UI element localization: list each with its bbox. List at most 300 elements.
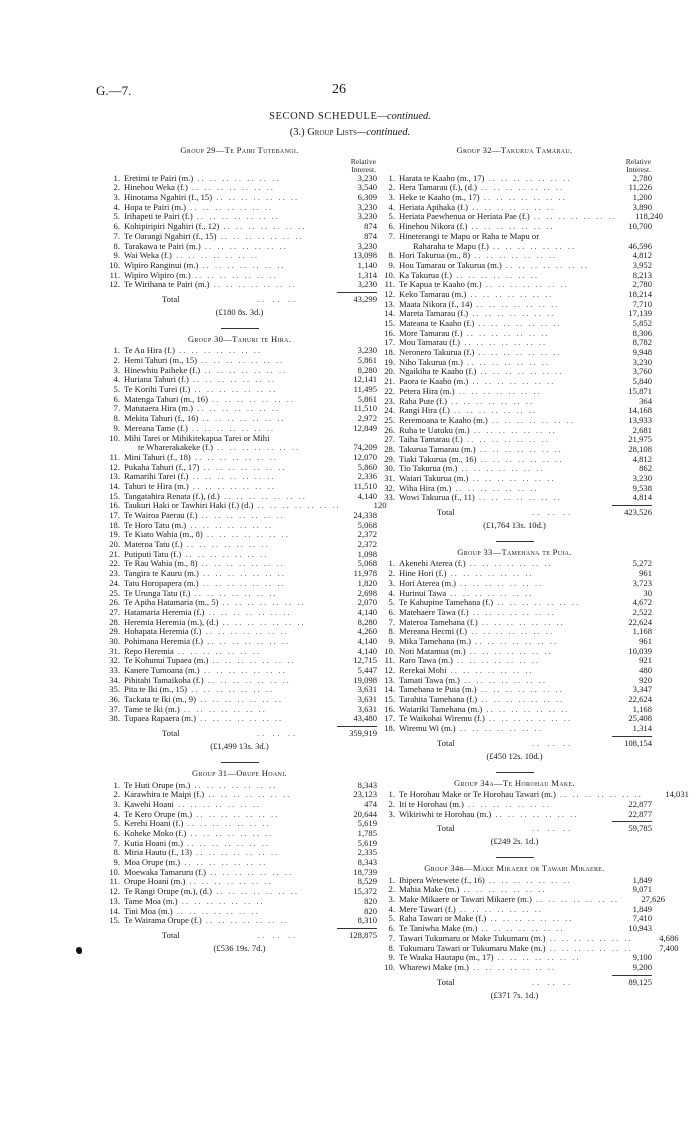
leader-dots: .. .. .. xyxy=(532,737,574,748)
name-text: Te Rau Wahia (m., 8) xyxy=(124,558,198,569)
interest-value: 23,123 xyxy=(353,789,377,800)
leader-dots: .. .. .. .. .. .. .. xyxy=(470,250,558,261)
leader-dots: .. .. .. .. .. .. .. xyxy=(219,221,307,232)
row-number: 1. xyxy=(388,789,395,800)
name-text: Make Mikaere or Tawari Mikaere (m.) xyxy=(399,894,532,905)
interest-value: 12,141 xyxy=(353,374,377,385)
interest-value: 19,098 xyxy=(353,674,377,685)
group-block xyxy=(377,863,679,1000)
interest-value: 2,780 xyxy=(632,279,652,290)
name-text: Te Waikohai Wiremu (f.) xyxy=(399,713,485,724)
row-number: 12. xyxy=(109,279,120,290)
name-text: Kanere Tumoana (m.) xyxy=(124,665,200,676)
row-number: 15. xyxy=(109,915,120,926)
row-number: 2. xyxy=(388,884,395,895)
name-text: Hopa te Pairi (m.) xyxy=(124,201,187,212)
row-number: 30. xyxy=(384,463,395,474)
row-number: 13. xyxy=(109,895,120,906)
leader-dots: .. .. .. .. .. .. .. xyxy=(468,961,557,972)
interest-value: 480 xyxy=(639,665,652,676)
interest-value: 874 xyxy=(364,221,377,232)
interest-value: 12,070 xyxy=(353,451,377,462)
row-number: 18. xyxy=(384,723,395,734)
leader-dots: .. .. .. xyxy=(257,293,299,304)
interest-value: 2,780 xyxy=(632,172,652,183)
leader-dots: .. .. .. .. .. .. .. xyxy=(197,355,285,366)
row-number: 18. xyxy=(109,519,120,530)
interest-value: 18,739 xyxy=(353,866,377,877)
row-number: 1. xyxy=(388,874,395,885)
leader-dots: .. .. .. .. .. .. .. xyxy=(180,857,268,868)
name-text: Putiputi Tatu (f.) xyxy=(124,548,182,559)
group-block xyxy=(102,769,377,954)
row-number: 12. xyxy=(109,461,120,472)
row-number: 5. xyxy=(388,913,395,924)
leader-dots: .. .. .. .. .. .. .. xyxy=(474,318,562,329)
group-title: Group 31—Orupe Hoani. xyxy=(192,767,287,778)
total-value: 43,299 xyxy=(353,293,377,304)
interest-value: 4,140 xyxy=(357,635,377,646)
table-row xyxy=(102,714,377,724)
row-number: 15. xyxy=(109,490,120,501)
leader-dots: .. .. .. .. .. .. .. xyxy=(457,463,545,474)
name-text: Heke te Kaaho (m., 17) xyxy=(399,192,480,203)
leader-dots: .. .. .. .. .. .. .. xyxy=(177,895,265,906)
total-label: Total xyxy=(437,737,455,748)
name-text: Matehaere Tawa (f.) xyxy=(399,606,469,617)
leader-dots: .. .. .. .. .. .. .. xyxy=(469,424,557,435)
name-text: Te Korihi Turei (f.) xyxy=(124,384,191,395)
total-row xyxy=(102,293,377,305)
interest-value: 2,070 xyxy=(357,597,377,608)
row-number: 9. xyxy=(113,422,120,433)
row-number: 23. xyxy=(109,568,120,579)
name-text: Tame te Iki (m.) xyxy=(124,703,180,714)
person-name xyxy=(124,280,331,290)
interest-value: 14,168 xyxy=(628,405,652,416)
name-text: Te Horohau Make or Te Horohau Tawari (m.) xyxy=(399,789,556,800)
interest-value: 474 xyxy=(364,798,377,809)
name-text: Te Oarangi Ngahiri (f., 15) xyxy=(124,230,217,241)
interest-value: 5,861 xyxy=(357,393,377,404)
pounds-amount: (£536 19s. 7d.) xyxy=(213,942,266,953)
name-text: Orupe Hoani (m.) xyxy=(124,876,186,887)
total-value: 423,526 xyxy=(624,507,652,518)
name-text: Hine Hori (f.) xyxy=(399,568,447,579)
interest-value: 5,619 xyxy=(357,818,377,829)
interest-value: 11,510 xyxy=(353,480,377,491)
name-text: Paora te Kaaho (m.) xyxy=(399,376,469,387)
total-label: Total xyxy=(162,293,180,304)
name-text: Taukuri Haki or Tawhiri Haki (f.) (d.) xyxy=(124,500,254,511)
row-number: 4. xyxy=(388,587,395,598)
interest-value: 3,723 xyxy=(632,577,652,588)
name-text: Te Au Hira (f.) xyxy=(124,345,175,356)
name-text: Irihapeti te Pairi (f.) xyxy=(124,211,193,222)
group-title: Group 30—Tahuri te Hira. xyxy=(187,333,292,344)
row-number: 2. xyxy=(388,798,395,809)
leader-dots: .. .. .. .. .. .. .. xyxy=(531,894,619,905)
name-text: Takurua Tamarau (m.) xyxy=(399,443,476,454)
interest-value: 28,108 xyxy=(628,443,652,454)
person-name xyxy=(124,714,331,724)
row-number: 8. xyxy=(113,847,120,858)
leader-dots: .. .. .. .. .. .. .. xyxy=(253,500,341,511)
interest-value: 1,314 xyxy=(632,723,652,734)
group-title: Group 33—Tamehana te Puia. xyxy=(457,546,572,557)
name-text: Te Kiato Wahia (m., 8) xyxy=(124,529,203,540)
pounds-amount: (£249 2s. 1d.) xyxy=(490,836,539,847)
name-text: Te Kero Orupe (m.) xyxy=(124,808,193,819)
interest-value: 7,400 xyxy=(659,942,679,953)
leader-dots: .. .. .. .. .. .. .. xyxy=(187,422,276,433)
interest-value: 862 xyxy=(639,463,652,474)
interest-value: 3,347 xyxy=(632,684,652,695)
leader-dots: .. .. .. .. .. .. .. xyxy=(493,952,581,963)
leader-dots: .. .. .. .. .. .. .. xyxy=(182,837,271,848)
section-divider xyxy=(221,762,259,763)
name-text: Materoa Tatu (f.) xyxy=(124,539,183,550)
row-number: 8. xyxy=(388,250,395,261)
total-row xyxy=(377,737,652,749)
row-number: 3. xyxy=(388,894,395,905)
leader-dots: .. .. .. .. .. .. .. xyxy=(181,548,269,559)
relative-interest-heading xyxy=(377,158,652,174)
leader-dots: .. .. .. .. .. .. .. xyxy=(484,874,572,885)
name-text: Tio Takurua (m.) xyxy=(399,463,458,474)
name-text: Raharaha te Mapu (f.) xyxy=(413,240,489,251)
section-divider xyxy=(496,772,534,773)
name-text: Waiari Takurua (m.) xyxy=(399,473,469,484)
name-text: Akenehi Aterea (f.) xyxy=(399,558,466,569)
name-text: Tatu Horopapera (m.) xyxy=(124,577,199,588)
name-text: Tukumaru Tawari or Tukumaru Make (m.) xyxy=(399,942,546,953)
interest-value: 961 xyxy=(639,635,652,646)
total-label: Total xyxy=(437,976,455,987)
leader-dots: .. .. .. .. .. .. .. xyxy=(193,172,281,183)
interest-value: 1,849 xyxy=(632,874,652,885)
interest-value: 1,820 xyxy=(357,577,377,588)
leader-dots: .. .. .. .. .. .. .. xyxy=(200,364,288,375)
lists-title-text: (3.) Group Lists xyxy=(289,127,357,138)
row-number: 10. xyxy=(109,432,120,443)
total-row xyxy=(377,822,652,834)
row-number: 10. xyxy=(109,259,120,270)
relative-label: Relative xyxy=(350,156,376,166)
interest-value: 13,098 xyxy=(353,250,377,261)
interest-value: 1,785 xyxy=(357,828,377,839)
leader-dots: .. .. .. .. .. .. .. xyxy=(501,259,589,270)
name-text: Te Kahupine Tamehana (f.) xyxy=(399,597,494,608)
interest-value: 874 xyxy=(364,230,377,241)
interest-value: 5,852 xyxy=(632,318,652,329)
row-number: 16. xyxy=(384,703,395,714)
row-number: 2. xyxy=(388,568,395,579)
lists-title-suffix: —continued. xyxy=(356,127,411,138)
row-number: 15. xyxy=(384,318,395,329)
name-text: Mere Tawari (f.) xyxy=(399,903,456,914)
row-number: 32. xyxy=(384,482,395,493)
interest-value: 3,890 xyxy=(632,201,652,212)
name-text: Moewaka Tamaruru (f.) xyxy=(124,866,207,877)
interest-value: 920 xyxy=(639,674,652,685)
page-number: 26 xyxy=(332,82,346,97)
leader-dots: .. .. .. .. .. .. .. xyxy=(201,915,289,926)
row-number: 24. xyxy=(109,577,120,588)
row-number: 1. xyxy=(113,345,120,356)
row-number: 9. xyxy=(388,952,395,963)
leader-dots: .. .. .. .. .. .. .. xyxy=(190,384,278,395)
name-text: Ka Takurua (f.) xyxy=(399,269,452,280)
interest-value: 9,100 xyxy=(632,952,652,963)
total-value: 108,154 xyxy=(624,737,652,748)
leader-dots: .. .. .. .. .. .. .. xyxy=(190,587,278,598)
relative-label: Relative xyxy=(625,156,651,166)
leader-dots: .. .. .. .. .. .. .. xyxy=(198,568,286,579)
interest-label: Interest. xyxy=(626,164,651,174)
name-text: Kutia Hoani (m.) xyxy=(124,837,183,848)
row-number: 18. xyxy=(384,347,395,358)
row-number: 26. xyxy=(109,597,120,608)
interest-value: 961 xyxy=(639,568,652,579)
leader-dots: .. .. .. .. .. .. .. xyxy=(451,269,540,280)
row-number: 11. xyxy=(384,655,395,666)
name-text: Pukaha Tahuri (f., 17) xyxy=(124,461,200,472)
leader-dots: .. .. .. .. .. .. .. xyxy=(198,413,286,424)
name-text: Matutaera Hira (m.) xyxy=(124,403,193,414)
leader-dots: .. .. .. .. .. .. .. xyxy=(465,558,553,569)
row-number: 37. xyxy=(109,703,120,714)
interest-value: 22,624 xyxy=(628,616,652,627)
interest-value: 3,230 xyxy=(632,473,652,484)
row-number: 10. xyxy=(109,866,120,877)
leader-dots: .. .. .. .. .. .. .. xyxy=(179,703,267,714)
name-text: Tamati Tawa (m.) xyxy=(399,674,460,685)
leader-dots: .. .. .. .. .. .. .. xyxy=(481,279,569,290)
name-text: Neronero Takurua (f.) xyxy=(399,347,475,358)
leader-dots: .. .. .. .. .. .. .. xyxy=(545,942,633,953)
leader-dots: .. .. .. xyxy=(532,823,574,834)
leader-dots: .. .. .. .. .. .. .. xyxy=(188,374,276,385)
leader-dots: .. .. .. .. .. .. .. xyxy=(208,655,296,666)
row-number: 4. xyxy=(388,201,395,212)
name-text: Te Horo Tatu (m.) xyxy=(124,519,187,530)
leader-dots: .. .. .. xyxy=(532,976,574,987)
leader-dots: .. .. .. xyxy=(532,507,574,518)
name-text: Heriata Apihaka (f.) xyxy=(399,201,468,212)
leader-dots: .. .. .. .. .. .. .. xyxy=(206,866,294,877)
row-number: 29. xyxy=(384,453,395,464)
section-divider xyxy=(496,541,534,542)
leader-dots: .. .. .. .. .. .. .. xyxy=(200,240,288,251)
person-name xyxy=(399,493,606,503)
leader-dots: .. .. .. .. .. .. .. xyxy=(482,703,570,714)
row-number: 31. xyxy=(109,645,120,656)
row-number: 4. xyxy=(113,374,120,385)
interest-value: 2,336 xyxy=(357,471,377,482)
name-text: Hatamaria Heremia (f.) xyxy=(124,606,205,617)
interest-value: 10,039 xyxy=(628,645,652,656)
name-text: Hori Takurua (m., 8) xyxy=(399,250,471,261)
row-number: 13. xyxy=(109,471,120,482)
leader-dots: .. .. .. .. .. .. .. xyxy=(213,442,301,453)
row-number: 14. xyxy=(384,308,395,319)
name-text: Rerekai Mohi xyxy=(399,665,447,676)
leader-dots: .. .. .. .. .. .. .. xyxy=(211,886,300,897)
name-text: Te Huti Orupe (m.) xyxy=(124,779,191,790)
row-number: 13. xyxy=(384,674,395,685)
interest-value: 2,972 xyxy=(357,413,377,424)
row-number: 11. xyxy=(109,269,120,280)
name-text: Materoa Tamehana (f.) xyxy=(399,616,478,627)
leader-dots: .. .. .. .. .. .. .. xyxy=(491,808,579,819)
leader-dots: .. .. .. .. .. .. .. xyxy=(555,789,643,800)
row-number: 5. xyxy=(113,211,120,222)
total-label: Total xyxy=(437,823,455,834)
name-text: Heremia Heremia (m.), (d.) xyxy=(124,616,219,627)
leader-dots: .. .. .. .. .. .. .. xyxy=(467,626,555,637)
interest-value: 3,760 xyxy=(632,366,652,377)
row-number: 13. xyxy=(384,298,395,309)
row-number: 26. xyxy=(384,424,395,435)
name-text: Hera Tamarau (f.), (d.) xyxy=(399,182,477,193)
group-block xyxy=(377,777,689,858)
interest-value: 3,631 xyxy=(357,703,377,714)
interest-value: 1,849 xyxy=(632,903,652,914)
interest-value: 2,698 xyxy=(357,587,377,598)
name-text: Raro Tawa (m.) xyxy=(399,655,453,666)
row-number: 10. xyxy=(384,645,395,656)
interest-value: 120 xyxy=(373,500,387,511)
leader-dots: .. .. .. .. .. .. .. xyxy=(493,597,581,608)
leader-dots: .. .. .. .. .. .. .. xyxy=(192,403,281,414)
interest-value: 30 xyxy=(643,587,652,598)
leader-dots: .. .. .. .. .. .. .. xyxy=(476,453,564,464)
name-text: Kerehi Hoani (f.) xyxy=(124,818,184,829)
interest-label: Interest. xyxy=(351,164,376,174)
interest-value: 15,871 xyxy=(628,385,652,396)
pounds-amount: (£180 8s. 3d.) xyxy=(215,306,264,317)
interest-value: 5,447 xyxy=(357,665,377,676)
interest-value: 8,280 xyxy=(357,364,377,375)
row-number: 36. xyxy=(109,694,120,705)
leader-dots: .. .. .. .. .. .. .. xyxy=(468,308,556,319)
total-value: 359,919 xyxy=(349,728,377,739)
row-number: 27. xyxy=(384,434,395,445)
leader-dots: .. .. .. .. .. .. .. xyxy=(209,279,297,290)
interest-value: 3,631 xyxy=(357,684,377,695)
group-title: Group 34a—Te Horohau Make. xyxy=(454,777,575,788)
relative-interest-heading xyxy=(102,158,377,174)
interest-value: 1,098 xyxy=(357,548,377,559)
row-number: 35. xyxy=(109,684,120,695)
row-number: 30. xyxy=(109,635,120,646)
interest-value: 2,372 xyxy=(357,539,377,550)
leader-dots: .. .. .. .. .. .. .. xyxy=(192,847,280,858)
name-text: Te Taniwha Make (m.) xyxy=(399,923,478,934)
interest-value: 20,644 xyxy=(353,808,377,819)
name-text: Maata Nikora (f., 14) xyxy=(399,298,473,309)
name-text: Te Urunga Tatu (f.) xyxy=(124,587,191,598)
row-number: 25. xyxy=(384,414,395,425)
row-number: 3. xyxy=(113,798,120,809)
leader-dots: .. .. .. .. .. .. .. xyxy=(484,172,572,183)
interest-value: 1,140 xyxy=(357,259,377,270)
name-text: Mihi Tarei or Mihikitekapua Tarei or Mihi xyxy=(124,432,270,443)
row-number: 12. xyxy=(109,886,120,897)
row-number: 17. xyxy=(384,337,395,348)
row-number: 10. xyxy=(384,961,395,972)
interest-value: 7,710 xyxy=(632,298,652,309)
row-number: 38. xyxy=(109,713,120,724)
leader-dots: .. .. .. .. .. .. .. xyxy=(460,337,548,348)
leader-dots: .. .. .. .. .. .. .. xyxy=(202,529,290,540)
leader-dots: .. .. .. .. .. .. .. xyxy=(467,221,555,232)
row-number: 8. xyxy=(113,240,120,251)
name-text: Hurinui Tawa xyxy=(399,587,447,598)
name-text: Pihitahi Tamaikoha (f.) xyxy=(124,674,204,685)
total-value: 128,875 xyxy=(349,929,377,940)
leader-dots: .. .. .. .. .. .. .. xyxy=(212,192,300,203)
row-number: 20. xyxy=(109,539,120,550)
row-number: 4. xyxy=(113,808,120,819)
interest-value: 74,209 xyxy=(353,442,377,453)
leader-dots: .. .. .. .. .. .. .. xyxy=(466,288,554,299)
interest-value: 11,226 xyxy=(628,182,652,193)
row-number: 6. xyxy=(388,221,395,232)
leader-dots: .. .. .. .. .. .. .. xyxy=(204,789,292,800)
interest-value: 2,522 xyxy=(632,606,652,617)
interest-value: 5,068 xyxy=(357,558,377,569)
row-number: 28. xyxy=(384,443,395,454)
name-text: Hori Aterea (m.) xyxy=(399,577,457,588)
row-number: 33. xyxy=(384,492,395,503)
leader-dots: .. .. .. .. .. .. .. xyxy=(488,240,577,251)
leader-dots: .. .. .. .. .. .. .. xyxy=(462,434,550,445)
leader-dots: .. .. .. .. .. .. .. xyxy=(186,828,274,839)
row-number: 3. xyxy=(113,192,120,203)
leader-dots: .. .. .. xyxy=(257,728,299,739)
leader-dots: .. .. .. .. .. .. .. xyxy=(484,713,572,724)
name-text: Tini Moa (m.) xyxy=(124,905,173,916)
name-text: Kawehi Hoani xyxy=(124,798,174,809)
group-block xyxy=(377,548,652,773)
total-row xyxy=(377,976,652,988)
row-number: 31. xyxy=(384,473,395,484)
leader-dots: .. .. .. .. .. .. .. xyxy=(204,606,292,617)
name-text: Pohimana Heremia (f.) xyxy=(124,635,203,646)
leader-dots: .. .. .. .. .. .. .. xyxy=(190,779,278,790)
row-number: 21. xyxy=(384,376,395,387)
interest-value: 7,410 xyxy=(632,913,652,924)
row-number: 8. xyxy=(388,626,395,637)
name-text: Mereana Tame (f.) xyxy=(124,422,188,433)
table-row xyxy=(377,724,652,734)
row-number: 2. xyxy=(113,789,120,800)
interest-value: 820 xyxy=(364,895,377,906)
interest-value: 118,240 xyxy=(635,211,663,222)
row-number: 9. xyxy=(388,259,395,270)
name-text: Petera Hira (m.) xyxy=(399,385,455,396)
leader-dots: .. .. .. .. .. .. .. xyxy=(474,347,562,358)
name-text: Tarakawa te Pairi (m.) xyxy=(124,240,201,251)
row-number: 29. xyxy=(109,626,120,637)
row-number: 5. xyxy=(113,384,120,395)
leader-dots: .. .. .. .. .. .. .. xyxy=(446,568,534,579)
row-number: 23. xyxy=(384,395,395,406)
leader-dots: .. .. .. .. .. .. .. xyxy=(190,451,278,462)
name-text: Te Apiha Hatamaria (m., 5) xyxy=(124,597,219,608)
